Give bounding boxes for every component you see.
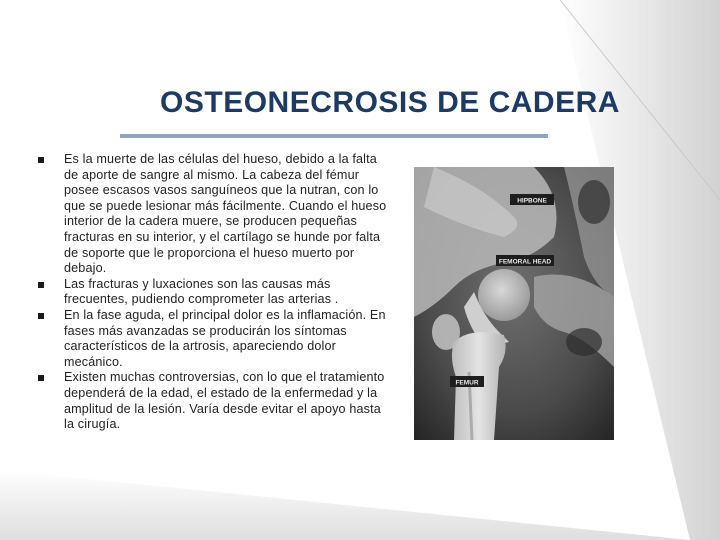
- square-bullet-icon: [38, 375, 44, 381]
- square-bullet-icon: [38, 282, 44, 288]
- bullet-item: [38, 370, 390, 432]
- bottom-shade: [0, 470, 690, 540]
- xray-label-hipbone: HIPBONE: [517, 197, 547, 205]
- slide-title: OSTEONECROSIS DE CADERA: [160, 86, 620, 119]
- bullet-text: Es la muerte de las células del hueso, debido a la falta de aporte de sangre al mismo. La cabeza del fémur posee escasos vasos sanguíneos que la nutran, con lo que se puede lesionar más fácilmente. Cuando el hueso interior de la cadera muere, se producen pequeñas fracturas en su interior, y el cartílago se hunde por falta de soporte que le proporciona el hueso muerto por debajo.: [64, 152, 387, 276]
- xray-label-femur: FEMUR: [455, 379, 479, 387]
- xray-label-femoral-head: FEMORAL HEAD: [498, 258, 552, 266]
- bullet-text: Existen muchas controversias, con lo que el tratamiento dependerá de la edad, el estado de la enfermedad y la amplitud de la lesión. Varía desde evitar el apoyo hasta la cirugía.: [64, 370, 385, 432]
- bullet-item: [38, 152, 390, 277]
- bullet-text: En la fase aguda, el principal dolor es la inflamación. En fases más avanzadas se producirán los síntomas característicos de la artrosis, apareciendo dolor mecánico.: [64, 307, 386, 369]
- bullet-text: Las fracturas y luxaciones son las causas más frecuentes, pudiendo comprometer las arterias .: [64, 276, 339, 307]
- square-bullet-icon: [38, 313, 44, 319]
- title-underline: [120, 134, 548, 138]
- bullet-item: [38, 308, 390, 370]
- bullet-list: [38, 152, 390, 433]
- hip-xray-image: [414, 167, 614, 440]
- square-bullet-icon: [38, 157, 44, 163]
- bullet-item: [38, 277, 390, 308]
